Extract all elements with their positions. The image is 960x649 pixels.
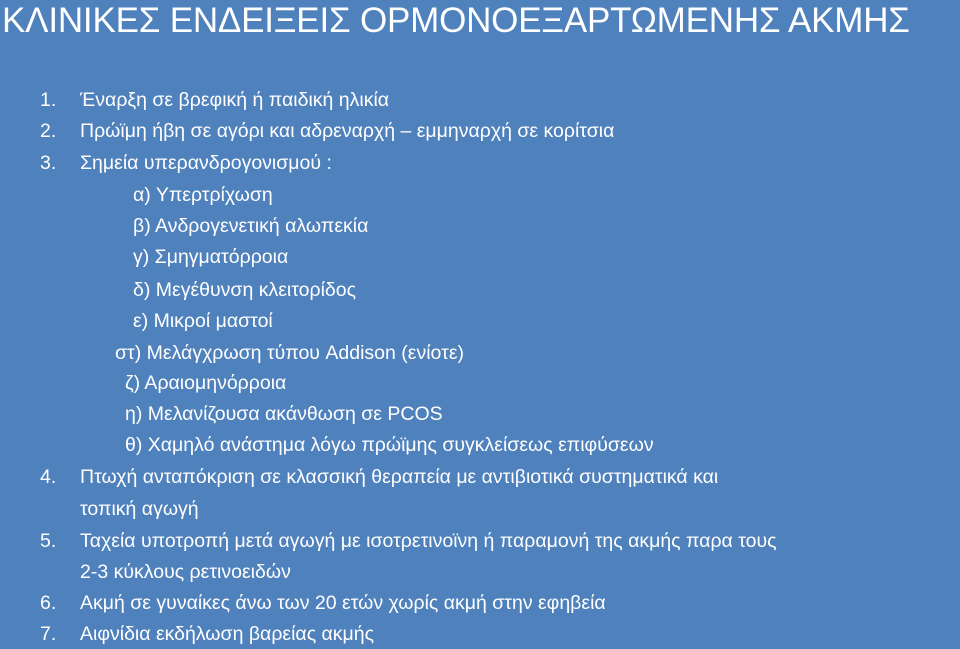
item-text: 2-3 κύκλους ρετινοειδών [80,561,291,583]
item-number: 7. [40,623,57,645]
item-text: Πτωχή ανταπόκριση σε κλασσική θεραπεία με αντιβιοτικά συστηματικά και [80,466,719,488]
sub-item-text: β) Ανδρογενετική αλωπεκία [133,215,369,237]
sub-item-text: ζ) Αραιομηνόρροια [125,372,287,394]
sub-item-text: δ) Μεγέθυνση κλειτορίδος [133,279,357,301]
sub-item-text: γ) Σμηγματόρροια [133,246,289,268]
sub-item-text: ε) Μικροί μαστοί [133,310,273,332]
item-text: Πρώϊμη ήβη σε αγόρι και αδρεναρχή – εμμηναρχή σε κορίτσια [80,120,615,142]
sub-item-text: η) Μελανίζουσα ακάνθωση σε PCOS [125,403,443,425]
item-number: 6. [40,592,57,614]
item-number: 3. [40,152,57,174]
item-number: 1. [40,89,57,111]
item-text: τοπική αγωγή [80,498,199,520]
sub-item-text: α) Υπερτρίχωση [133,184,273,206]
item-text: Σημεία υπερανδρογονισμού : [80,152,332,174]
sub-item-text: στ) Μελάγχρωση τύπου Addison (ενίοτε) [115,342,465,364]
item-text: Αιφνίδια εκδήλωση βαρείας ακμής [80,623,375,645]
slide-title: ΚΛΙΝΙΚΕΣ ΕΝΔΕΙΞΕΙΣ ΟΡΜΟΝΟΕΞΑΡΤΩΜΕΝΗΣ ΑΚΜΗΣ [2,1,910,40]
item-number: 4. [40,466,57,488]
item-number: 5. [40,530,57,552]
item-text: Ακμή σε γυναίκες άνω των 20 ετών χωρίς ακμή στην εφηβεία [80,592,606,614]
item-text: Έναρξη σε βρεφική ή παιδική ηλικία [80,89,390,111]
sub-item-text: θ) Χαμηλό ανάστημα λόγω πρώϊμης συγκλείσεως επιφύσεων [125,434,654,456]
item-text: Ταχεία υποτροπή μετά αγωγή με ισοτρετινοϊνη ή παραμονή της ακμής παρα τους [80,530,777,552]
item-number: 2. [40,120,57,142]
